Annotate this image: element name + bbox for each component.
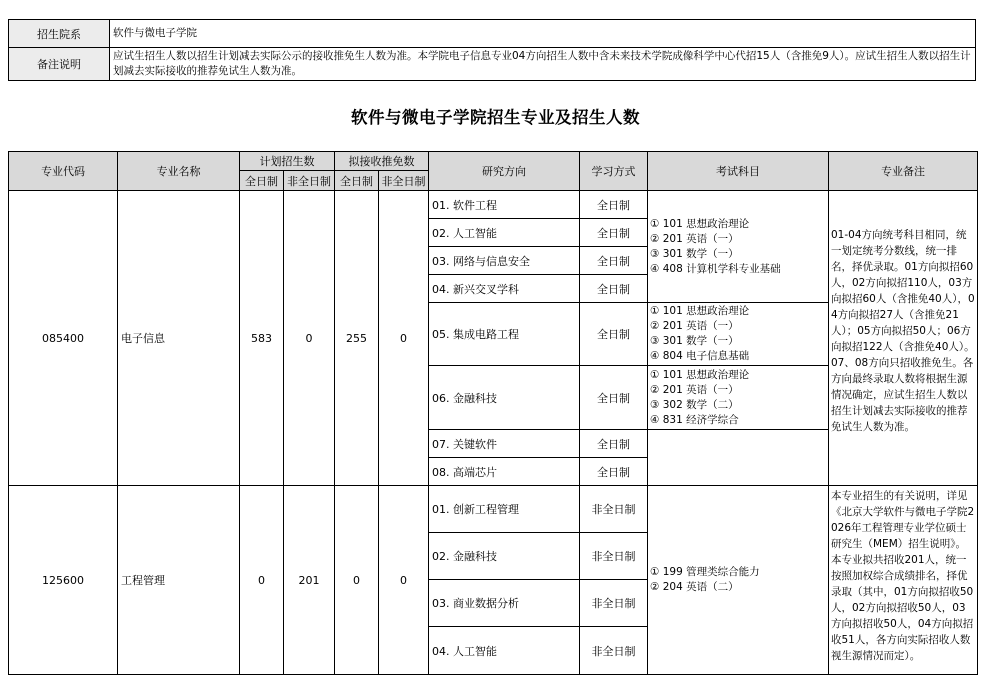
exam-subjects-group2	[648, 303, 829, 366]
header-subjects: 考试科目	[648, 152, 829, 191]
exam-subjects-group1	[648, 191, 829, 303]
direction-name: 01. 创新工程管理	[429, 486, 580, 533]
study-mode: 全日制	[580, 458, 648, 486]
exempt-part-count: 0	[379, 191, 429, 486]
header-exempt-part: 非全日制	[379, 171, 429, 191]
header-plan: 计划招生数	[240, 152, 335, 171]
study-mode: 非全日制	[580, 627, 648, 675]
plan-part-count: 0	[284, 191, 335, 486]
study-mode: 全日制	[580, 366, 648, 430]
remark-text: 本专业招生的有关说明，详见《北京大学软件与微电子学院2026年工程管理专业学位硕士研究生（MEM）招生说明》。本专业拟共招收201人，统一按照加权综合成绩排名，择优录取（其中，01方向拟招收50人，02方向拟招收50人，03方向拟招收50人，04方向拟招收51人，各方向实际招收人数视生源情况而定）。	[831, 490, 975, 662]
study-mode: 全日制	[580, 303, 648, 366]
direction-name: 04. 新兴交叉学科	[429, 275, 580, 303]
plan-full-count: 0	[240, 486, 284, 675]
direction-name: 06. 金融科技	[429, 366, 580, 430]
subject-item: ② 204 英语（二）	[650, 581, 739, 593]
table-row	[9, 191, 978, 219]
plan-full-count: 583	[240, 191, 284, 486]
direction-name: 03. 网络与信息安全	[429, 247, 580, 275]
study-mode: 全日制	[580, 430, 648, 458]
exempt-part-count: 0	[379, 486, 429, 675]
header-exempt: 拟接收推免数	[335, 152, 429, 171]
subject-item: ④ 831 经济学综合	[650, 413, 739, 426]
remark-text: 01-04方向统考科目相同，统一划定统考分数线，统一排名，择优录取。01方向拟招60人，02方向拟招110人，03方向拟招60人（含推免40人），04方向拟招27人（含推免21人）；05方向拟招50人；06方向拟招122人（含推免40人）。07、08方向只招收推免生。各方向最终录取人数将根据生源情况确定，应试生招生人数以招生计划减去实际接收的推荐免试生人数为准。	[831, 229, 975, 433]
exam-subjects	[648, 486, 829, 675]
subject-item: ② 201 英语（一）	[650, 232, 739, 245]
major-code: 125600	[9, 486, 118, 675]
header-direction: 研究方向	[429, 152, 580, 191]
subject-item: ① 101 思想政治理论	[650, 305, 750, 317]
college-value: 软件与微电子学院	[110, 20, 976, 48]
exam-subjects-empty	[648, 430, 829, 486]
direction-name: 01. 软件工程	[429, 191, 580, 219]
study-mode: 全日制	[580, 275, 648, 303]
study-mode: 非全日制	[580, 533, 648, 580]
subject-item: ③ 302 数学（二）	[650, 398, 739, 411]
majors-table	[8, 151, 978, 675]
study-mode: 非全日制	[580, 486, 648, 533]
subject-item: ① 101 思想政治理论	[650, 368, 750, 381]
header-exempt-full: 全日制	[335, 171, 379, 191]
direction-name: 02. 金融科技	[429, 533, 580, 580]
exam-subjects-group3	[648, 366, 829, 430]
direction-name: 08. 高端芯片	[429, 458, 580, 486]
table-row	[9, 486, 978, 533]
note-label: 备注说明	[9, 48, 110, 81]
page-title: 软件与微电子学院招生专业及招生人数	[351, 108, 640, 127]
major-code: 085400	[9, 191, 118, 486]
study-mode: 非全日制	[580, 580, 648, 627]
subject-item: ① 199 管理类综合能力	[650, 566, 760, 578]
major-name: 工程管理	[118, 486, 240, 675]
study-mode: 全日制	[580, 219, 648, 247]
plan-part-count: 201	[284, 486, 335, 675]
header-name: 专业名称	[118, 152, 240, 191]
header-code: 专业代码	[9, 152, 118, 191]
subject-item: ④ 804 电子信息基础	[650, 350, 750, 362]
direction-name: 02. 人工智能	[429, 219, 580, 247]
direction-name: 03. 商业数据分析	[429, 580, 580, 627]
study-mode: 全日制	[580, 247, 648, 275]
subject-item: ① 101 思想政治理论	[650, 217, 750, 230]
subject-item: ② 201 英语（一）	[650, 320, 739, 332]
major-remark	[829, 191, 978, 486]
major-name: 电子信息	[118, 191, 240, 486]
subject-item: ④ 408 计算机学科专业基础	[650, 262, 781, 275]
direction-name: 07. 关键软件	[429, 430, 580, 458]
college-label: 招生院系	[9, 20, 110, 48]
exempt-full-count: 255	[335, 191, 379, 486]
study-mode: 全日制	[580, 191, 648, 219]
subject-item: ③ 301 数学（一）	[650, 247, 739, 260]
direction-name: 04. 人工智能	[429, 627, 580, 675]
college-info-table	[8, 19, 976, 81]
subject-item: ② 201 英语（一）	[650, 383, 739, 396]
header-plan-part: 非全日制	[284, 171, 335, 191]
subject-item: ③ 301 数学（一）	[650, 335, 739, 347]
major-remark	[829, 486, 978, 675]
direction-name: 05. 集成电路工程	[429, 303, 580, 366]
header-mode: 学习方式	[580, 152, 648, 191]
header-plan-full: 全日制	[240, 171, 284, 191]
note-value: 应试生招生人数以招生计划减去实际公示的接收推免生人数为准。本学院电子信息专业04方向招生人数中含未来技术学院成像科学中心代招15人（含推免9人）。应试生招生人数以招生计划减去实际接收的推荐免试生人数为准。	[110, 48, 976, 81]
header-remarks: 专业备注	[829, 152, 978, 191]
exempt-full-count: 0	[335, 486, 379, 675]
